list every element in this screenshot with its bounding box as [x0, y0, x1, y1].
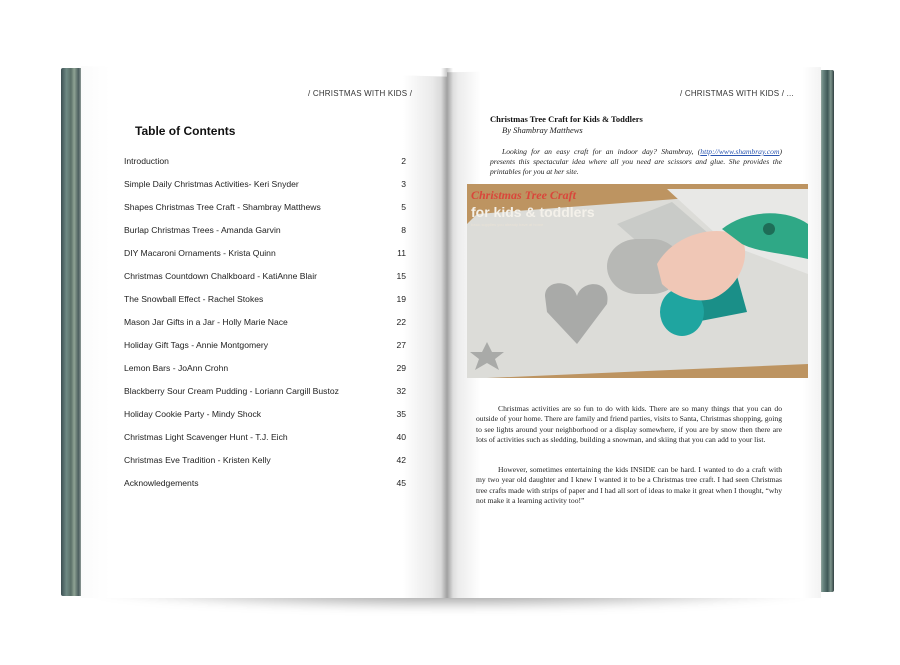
- toc-entry-title: Christmas Eve Tradition - Kristen Kelly: [124, 455, 271, 465]
- toc-entry[interactable]: [124, 357, 406, 380]
- toc-entry-page: 11: [397, 248, 406, 258]
- right-running-head: / CHRISTMAS WITH KIDS / ...: [680, 89, 794, 98]
- toc-entry-page: 42: [396, 455, 406, 465]
- toc-entry[interactable]: [124, 150, 406, 173]
- toc-entry-page: 19: [396, 294, 406, 304]
- table-of-contents: [124, 150, 406, 495]
- left-running-head: / CHRISTMAS WITH KIDS /: [308, 89, 413, 98]
- toc-entry-page: 40: [396, 432, 406, 442]
- toc-title: Table of Contents: [135, 124, 236, 138]
- toc-entry-title: Mason Jar Gifts in a Jar - Holly Marie Nace: [124, 317, 288, 327]
- toc-entry-title: DIY Macaroni Ornaments - Krista Quinn: [124, 248, 276, 258]
- toc-entry[interactable]: [124, 334, 406, 357]
- toc-entry-title: Lemon Bars - JoAnn Crohn: [124, 363, 229, 373]
- author-website-link[interactable]: http://www.shambray.com: [700, 147, 780, 156]
- photo-subtitle: for kids & toddlers: [471, 204, 595, 220]
- toc-entry[interactable]: [124, 219, 406, 242]
- toc-entry[interactable]: [124, 288, 406, 311]
- toc-entry-page: 29: [396, 363, 406, 373]
- toc-entry[interactable]: [124, 265, 406, 288]
- toc-entry[interactable]: [124, 380, 406, 403]
- toc-entry-title: Christmas Light Scavenger Hunt - T.J. Eich: [124, 432, 288, 442]
- toc-entry-page: 5: [401, 202, 406, 212]
- toc-entry[interactable]: [124, 449, 406, 472]
- toc-entry-title: Acknowledgements: [124, 478, 199, 488]
- toc-entry-title: Shapes Christmas Tree Craft - Shambray Matthews: [124, 202, 321, 212]
- toc-entry[interactable]: [124, 472, 406, 495]
- article-intro: [490, 147, 782, 177]
- toc-entry-page: 35: [396, 409, 406, 419]
- toc-entry[interactable]: [124, 403, 406, 426]
- toc-entry-title: Burlap Christmas Trees - Amanda Garvin: [124, 225, 281, 235]
- toc-entry-page: 2: [401, 156, 406, 166]
- article-paragraph: However, sometimes entertaining the kids INSIDE can be hard. I wanted to do a craft with my two year old daughter and I knew I wanted it to be a Christmas tree craft. I had seen Christmas tree crafts made with strips of paper and I had all sort of ideas to make it great when I thought, “why not make it a learning activity too!”: [476, 465, 782, 506]
- craft-photo: [467, 184, 808, 378]
- toc-entry-title: Simple Daily Christmas Activities- Keri Snyder: [124, 179, 299, 189]
- toc-entry-page: 3: [401, 179, 406, 189]
- toc-entry-page: 22: [396, 317, 406, 327]
- photo-caption: basic supplies you already have at home: [471, 222, 544, 227]
- intro-text-end: ) presents this spectacular idea where all you need are scissors and glue. She provides the printables for you at her site.: [490, 147, 782, 176]
- toc-entry-page: 15: [396, 271, 406, 281]
- toc-entry-title: Introduction: [124, 156, 169, 166]
- article-byline: By Shambray Matthews: [502, 125, 583, 135]
- toc-entry[interactable]: [124, 311, 406, 334]
- toc-entry-page: 27: [396, 340, 406, 350]
- toc-entry-page: 45: [396, 478, 406, 488]
- toc-entry-page: 8: [401, 225, 406, 235]
- book-gutter: [441, 68, 453, 598]
- toc-entry-title: The Snowball Effect - Rachel Stokes: [124, 294, 264, 304]
- toc-entry-title: Holiday Gift Tags - Annie Montgomery: [124, 340, 269, 350]
- toc-entry[interactable]: [124, 173, 406, 196]
- book-cover-edge-left: [61, 68, 83, 596]
- toc-entry-page: 32: [396, 386, 406, 396]
- toc-entry[interactable]: [124, 196, 406, 219]
- toc-entry[interactable]: [124, 426, 406, 449]
- photo-title: Christmas Tree Craft: [471, 188, 576, 202]
- intro-text-start: Looking for an easy craft for an indoor day? Shambray, (: [502, 147, 701, 156]
- article-title: Christmas Tree Craft for Kids & Toddlers: [490, 114, 643, 124]
- article-paragraph: Christmas activities are so fun to do with kids. There are so many things that you can do outside of your home. There are family and friend parties, visits to Santa, Christmas shopping, going to see lights around your neighborhood or a display somewhere, if you are by snow then there are lots of activities such as sledding, building a snowman, and skiing that you can add to your list.: [476, 404, 782, 445]
- toc-entry-title: Holiday Cookie Party - Mindy Shock: [124, 409, 262, 419]
- toc-entry-title: Blackberry Sour Cream Pudding - Loriann Cargill Bustoz: [124, 386, 339, 396]
- toc-entry-title: Christmas Countdown Chalkboard - KatiAnne Blair: [124, 271, 317, 281]
- toc-entry[interactable]: [124, 242, 406, 265]
